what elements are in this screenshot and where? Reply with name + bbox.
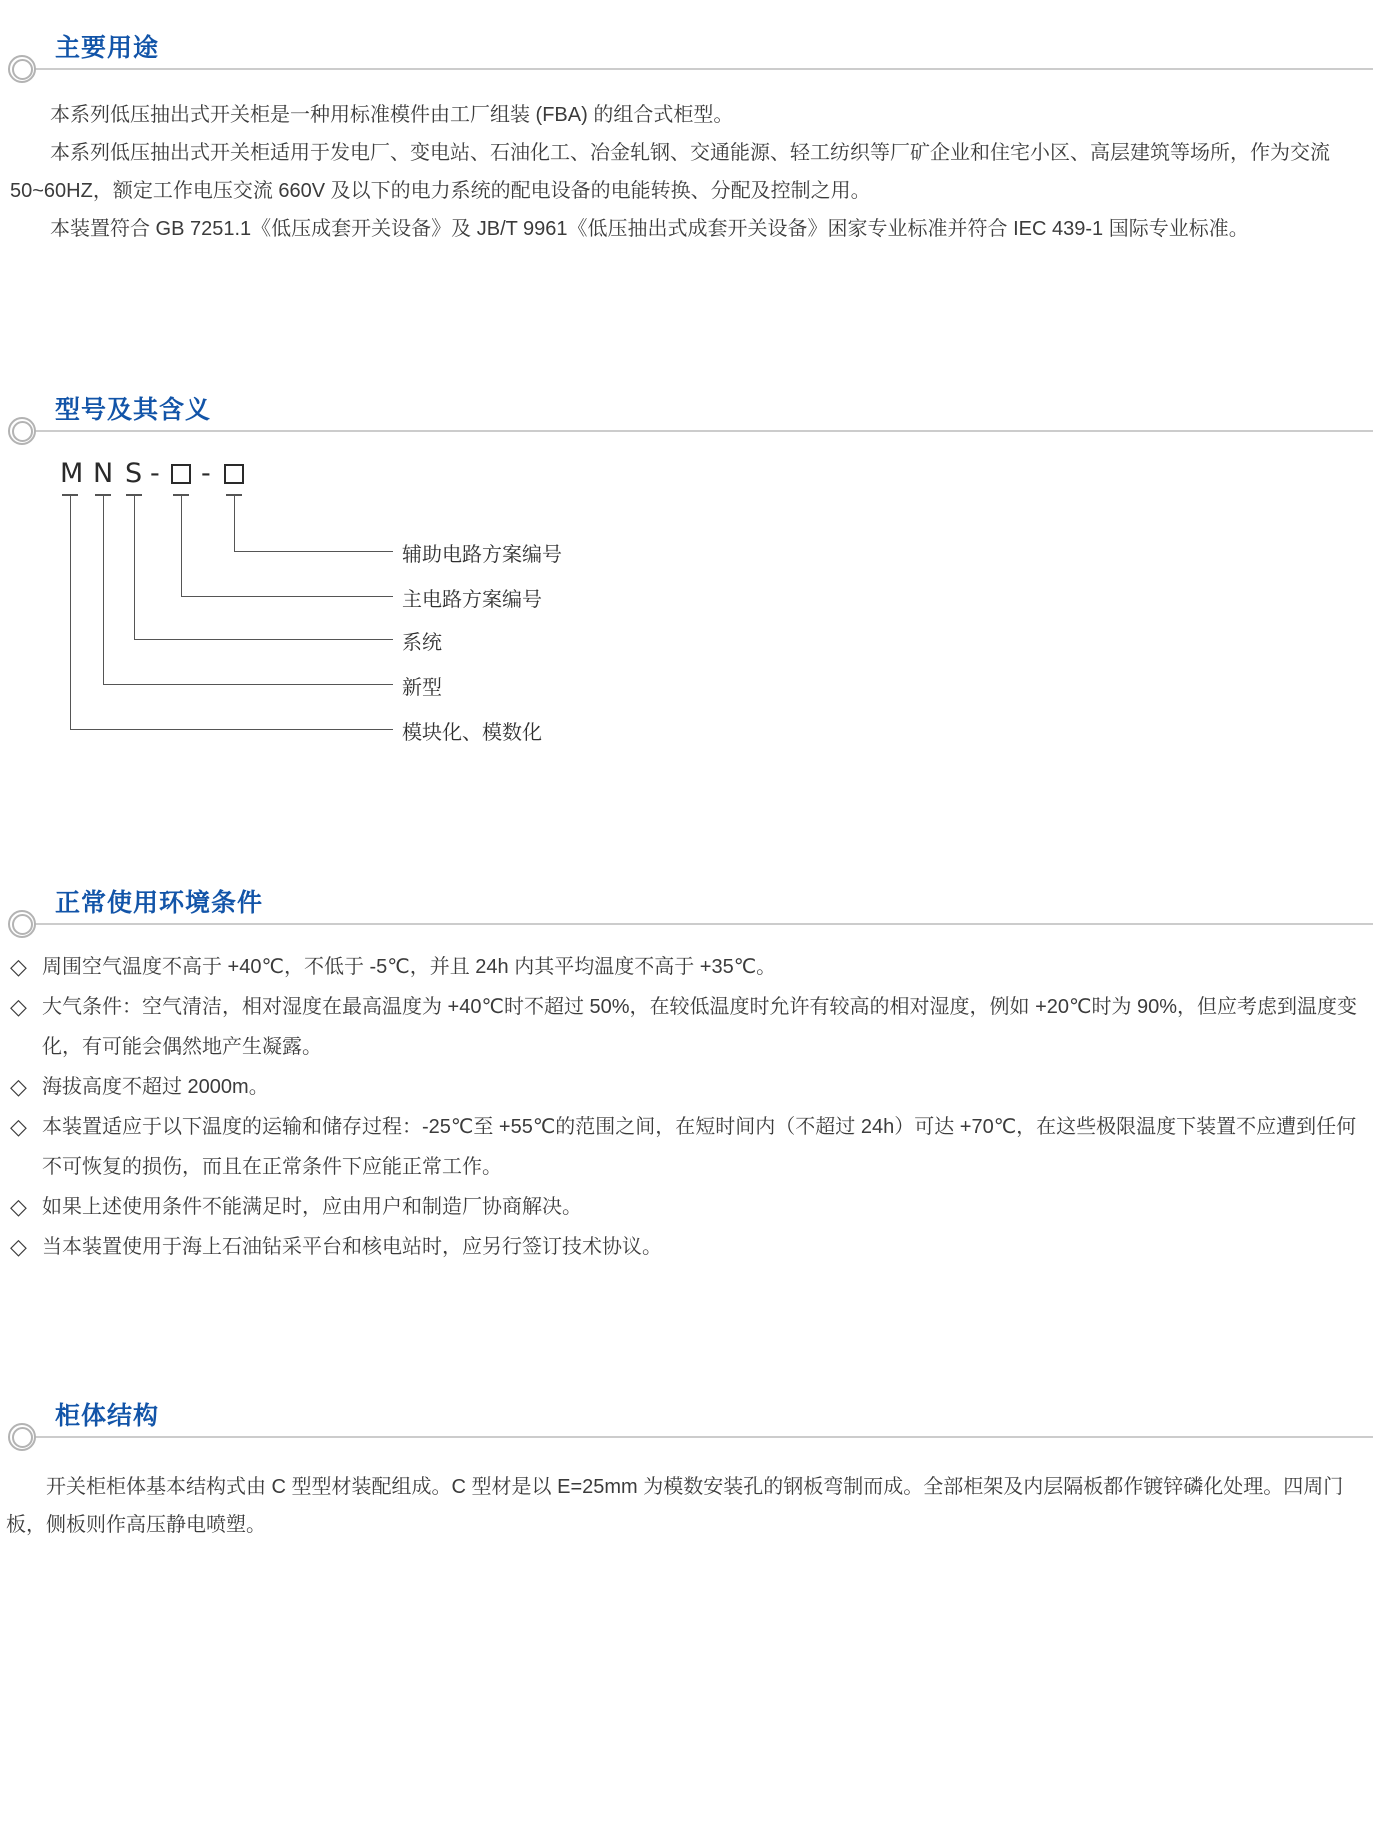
model-letter-s: S: [125, 458, 143, 489]
ring-bullet-icon: [8, 910, 36, 938]
header-divider: [22, 68, 1373, 70]
env-bullet-text: 海拔高度不超过 2000m。: [42, 1076, 269, 1098]
section-title: 柜体结构: [55, 1402, 160, 1430]
section-title: 型号及其含义: [55, 396, 212, 424]
env-bullet: [10, 987, 1367, 1067]
env-bullet: [10, 1187, 1367, 1227]
section-environment: [0, 883, 1373, 1259]
section-cabinet-structure: [0, 1396, 1373, 1536]
diagram-label-new-type: 新型: [402, 677, 442, 699]
model-box-placeholder: [224, 464, 244, 484]
diagram-label-main-circuit: 主电路方案编号: [402, 589, 542, 611]
env-bullet-text: 当本装置使用于海上石油钻采平台和核电站时，应另行签订技术协议。: [42, 1236, 662, 1258]
section-header: [0, 28, 1373, 76]
header-divider: [22, 1436, 1373, 1438]
section-title: 正常使用环境条件: [55, 889, 264, 917]
paragraph: 本装置符合 GB 7251.1《低压成套开关设备》及 JB/T 9961《低压抽出式成套开关设备》困家专业标准并符合 IEC 439-1 国际专业标准。: [50, 218, 1249, 240]
env-bullet-text: 周围空气温度不高于 +40℃，不低于 -5℃，并且 24h 内其平均温度不高于 +35℃。: [42, 956, 777, 978]
paragraph: 本系列低压抽出式开关柜适用于发电厂、变电站、石油化工、冶金轧钢、交通能源、轻工纺织等厂矿企业和住宅小区、高层建筑等场所，作为交流 50~60HZ，额定工作电压交流 660V 及以下的电力系统的配电设备的电能转换、分配及控制之用。: [10, 142, 1330, 202]
leader-line: [70, 495, 393, 730]
env-bullet: [10, 1107, 1367, 1187]
model-dash: -: [201, 458, 211, 489]
diamond-bullet-icon: ◇: [10, 994, 27, 1019]
header-divider: [22, 923, 1373, 925]
header-divider: [22, 430, 1373, 432]
section-header: [0, 390, 1373, 438]
model-dash: -: [150, 458, 160, 489]
paragraph: 本系列低压抽出式开关柜是一种用标准模件由工厂组装 (FBA) 的组合式柜型。: [50, 104, 734, 126]
ring-bullet-icon: [8, 1423, 36, 1451]
section-model-meaning: [0, 390, 1373, 744]
section-header: [0, 1396, 1373, 1444]
ring-bullet-icon: [8, 417, 36, 445]
diamond-bullet-icon: ◇: [10, 954, 27, 979]
model-letter-m: M: [60, 458, 84, 489]
env-bullet: [10, 1227, 1367, 1267]
diagram-label-modular: 模块化、模数化: [402, 722, 542, 744]
env-bullet-text: 本装置适应于以下温度的运输和储存过程：-25℃至 +55℃的范围之间，在短时间内（不超过 24h）可达 +70℃，在这些极限温度下装置不应遭到任何不可恢复的损伤，而且在正常条件下应能正常工作。: [42, 1116, 1357, 1178]
section-body: [10, 96, 1365, 248]
ring-bullet-icon: [8, 55, 36, 83]
env-bullet: [10, 1067, 1367, 1107]
diamond-bullet-icon: ◇: [10, 1074, 27, 1099]
model-letter-n: N: [93, 458, 114, 489]
diagram-label-aux-circuit: 辅助电路方案编号: [402, 544, 562, 566]
section-body: [6, 1468, 1365, 1544]
model-designation-diagram: [0, 458, 700, 763]
section-header: [0, 883, 1373, 931]
diamond-bullet-icon: ◇: [10, 1194, 27, 1219]
env-bullet-text: 大气条件：空气清洁，相对湿度在最高温度为 +40℃时不超过 50%，在较低温度时允许有较高的相对湿度，例如 +20℃时为 90%，但应考虑到温度变化，有可能会偶然地产生凝露。: [42, 996, 1358, 1058]
diagram-label-system: 系统: [402, 632, 442, 654]
paragraph: 开关柜柜体基本结构式由 C 型型材装配组成。C 型材是以 E=25mm 为模数安装孔的钢板弯制而成。全部柜架及内层隔板都作镀锌磷化处理。四周门板，侧板则作高压静电喷塑。: [6, 1476, 1344, 1536]
diamond-bullet-icon: ◇: [10, 1234, 27, 1259]
env-bullet: [10, 947, 1367, 987]
section-main-use: [0, 28, 1373, 240]
section-title: 主要用途: [55, 34, 160, 62]
diamond-bullet-icon: ◇: [10, 1114, 27, 1139]
env-bullet-text: 如果上述使用条件不能满足时，应由用户和制造厂协商解决。: [42, 1196, 582, 1218]
environment-bullet-list: [10, 947, 1367, 1267]
model-box-placeholder: [171, 464, 191, 484]
